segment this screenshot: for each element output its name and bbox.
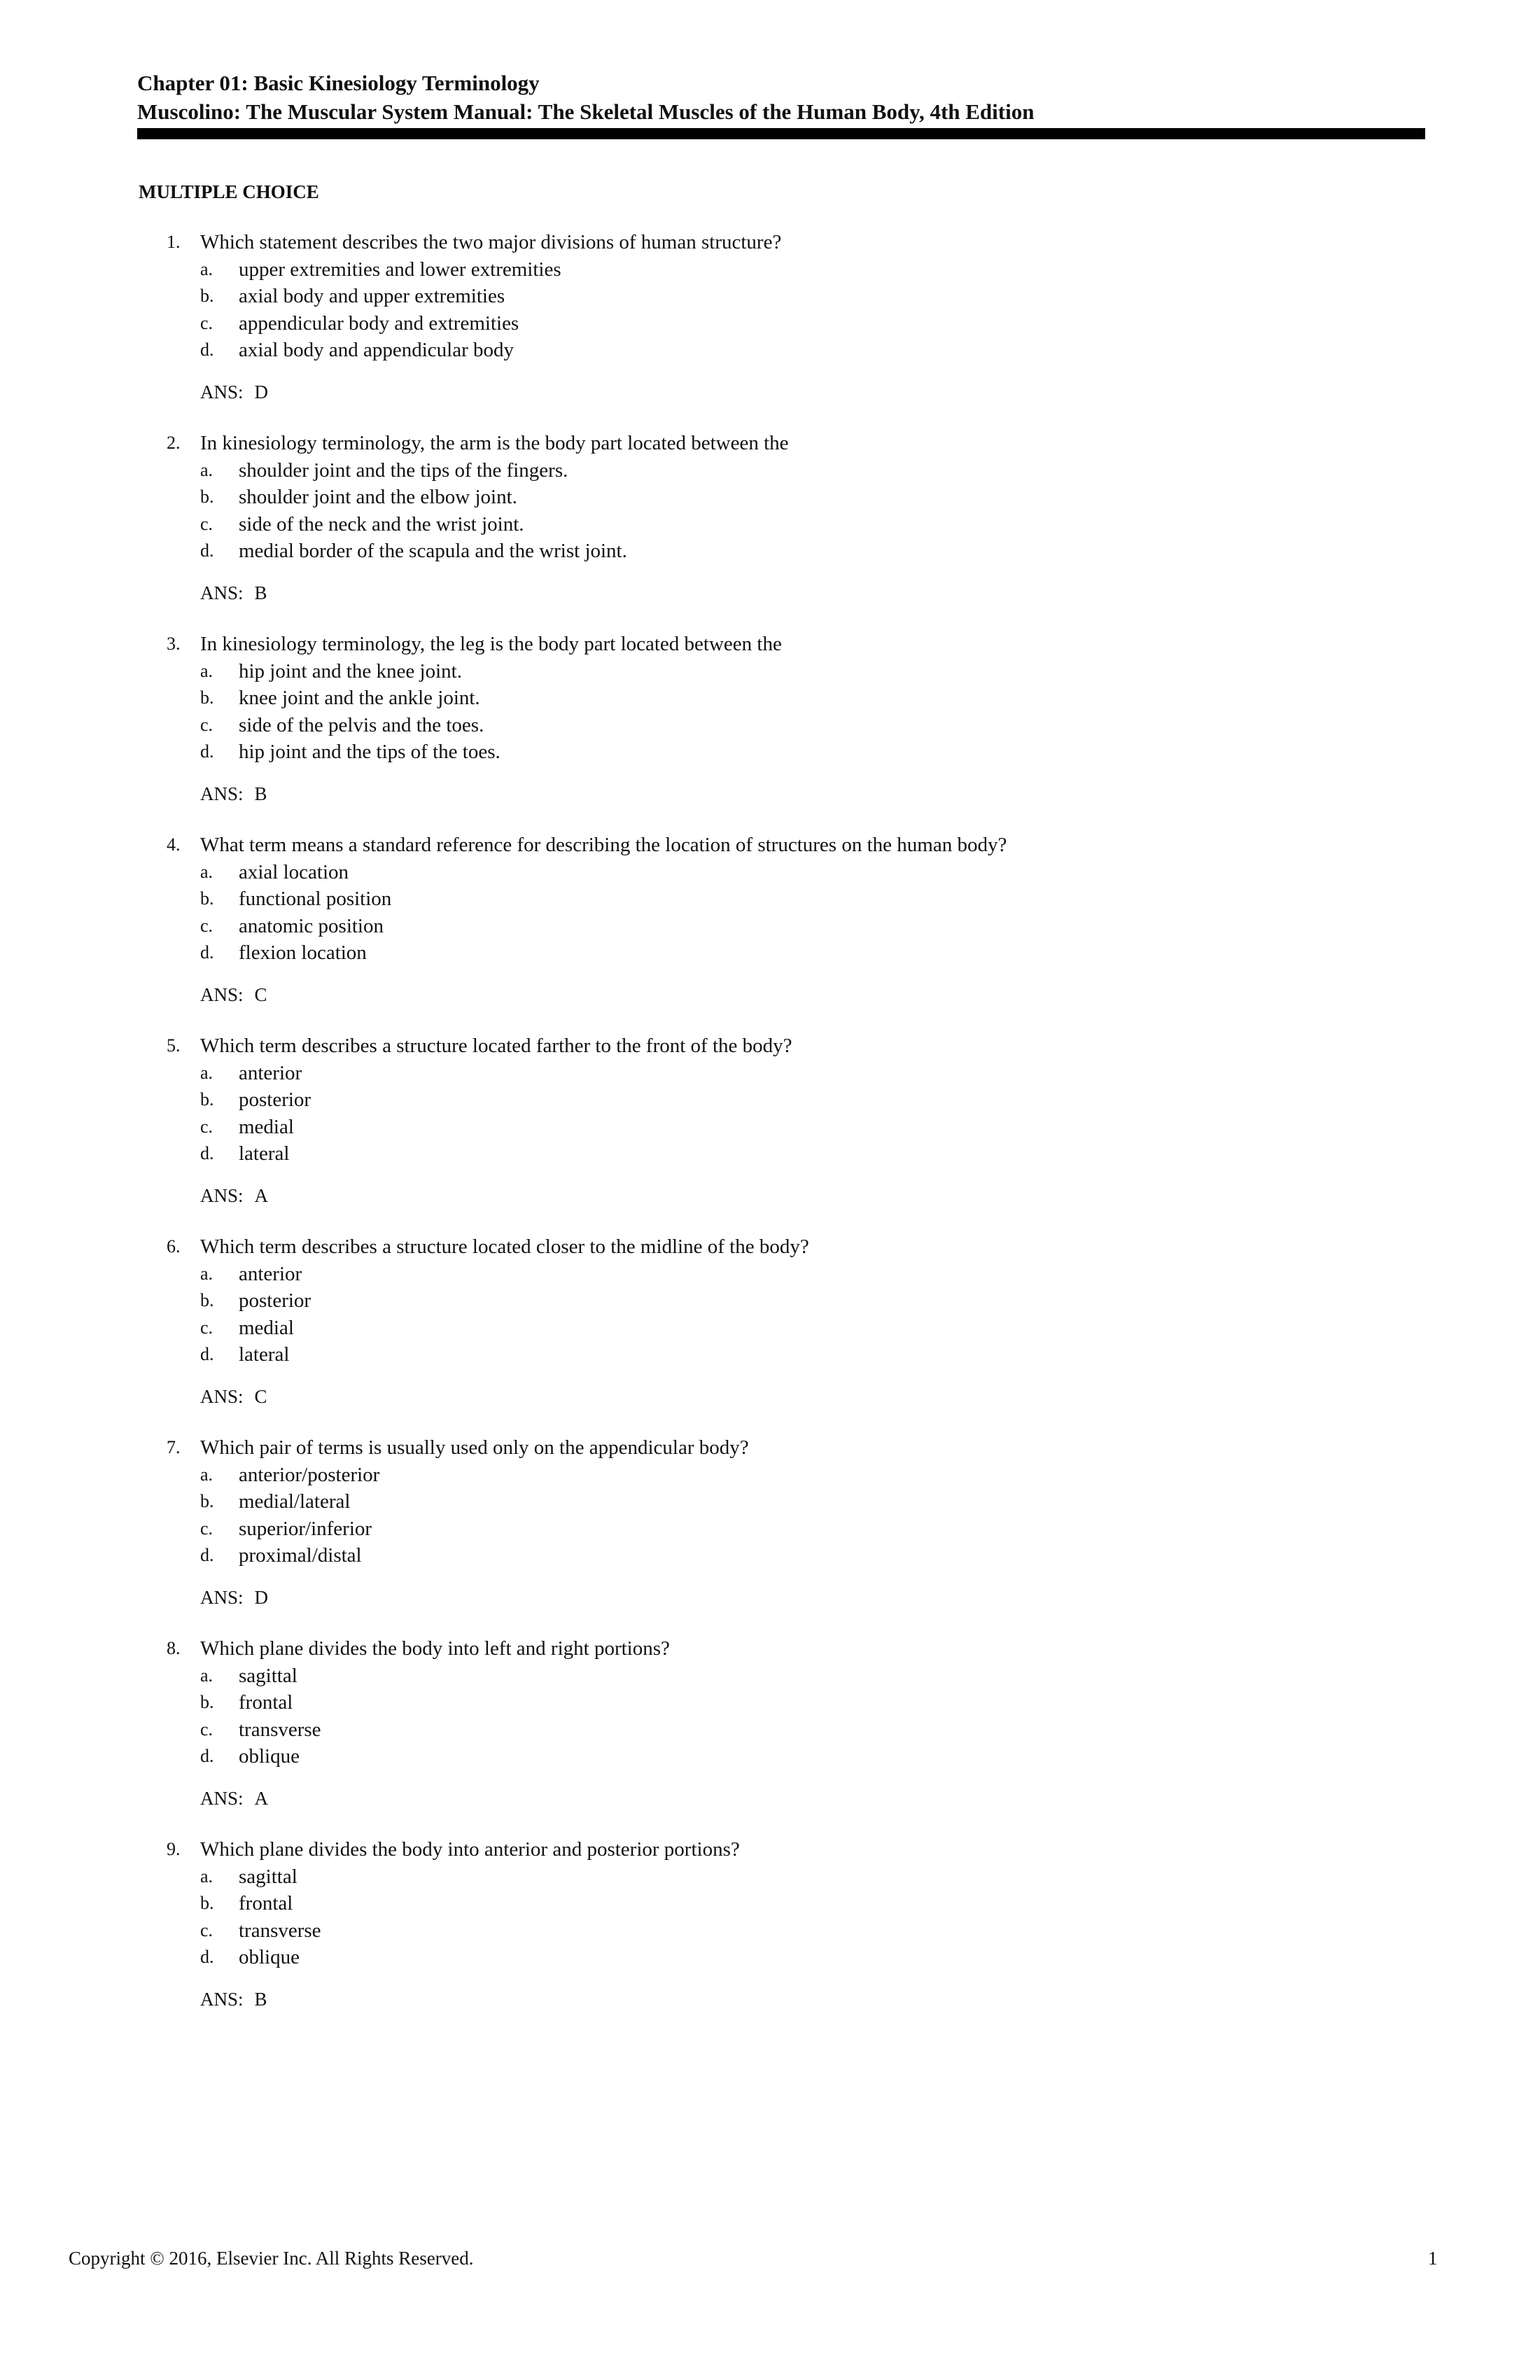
- option-item: [0, 1743, 1540, 1770]
- option-text: lateral: [239, 1343, 290, 1366]
- option-item: [0, 1863, 1540, 1891]
- option-letter: b.: [200, 1893, 214, 1914]
- option-text: frontal: [239, 1892, 293, 1915]
- option-letter: a.: [200, 459, 214, 480]
- option-letter: d.: [200, 1344, 214, 1365]
- option-item: [0, 1462, 1540, 1489]
- option-letter: a.: [200, 1665, 214, 1686]
- option-item: [0, 1917, 1540, 1945]
- option-letter: c.: [200, 1317, 214, 1338]
- option-text: anterior/posterior: [239, 1463, 380, 1486]
- option-letter: a.: [200, 1062, 214, 1083]
- question-number: 5.: [167, 1035, 181, 1056]
- option-text: anatomic position: [239, 914, 384, 937]
- option-letter: a.: [200, 660, 214, 681]
- option-list: [0, 1662, 1540, 1770]
- answer-value: B: [254, 582, 267, 603]
- option-text: lateral: [239, 1142, 290, 1166]
- option-item: [0, 1114, 1540, 1141]
- option-item: [0, 658, 1540, 685]
- question-item: [0, 1635, 1540, 1836]
- option-text: oblique: [239, 1745, 300, 1768]
- option-item: [0, 685, 1540, 712]
- option-letter: b.: [200, 1692, 214, 1713]
- option-letter: a.: [200, 861, 214, 882]
- option-text: appendicular body and extremities: [239, 312, 519, 335]
- question-number: 1.: [167, 232, 181, 252]
- option-text: posterior: [239, 1289, 312, 1312]
- chapter-title: Chapter 01: Basic Kinesiology Terminology: [137, 71, 540, 95]
- question-stem: Which pair of terms is usually used only on the appendicular body?: [200, 1436, 749, 1459]
- option-text: superior/inferior: [239, 1517, 372, 1540]
- option-item: [0, 1716, 1540, 1744]
- option-text: posterior: [239, 1088, 312, 1112]
- answer-label: ANS:: [200, 582, 244, 603]
- book-title: Muscolino: The Muscular System Manual: The Skeletal Muscles of the Human Body, 4th Edition: [137, 99, 1035, 124]
- answer-line: [200, 1383, 267, 1410]
- option-letter: c.: [200, 714, 214, 735]
- option-letter: d.: [200, 1947, 214, 1968]
- option-item: [0, 886, 1540, 913]
- answer-line: [200, 780, 267, 807]
- option-letter: b.: [200, 1491, 214, 1512]
- option-item: [0, 913, 1540, 940]
- option-item: [0, 310, 1540, 337]
- question-item: [0, 1434, 1540, 1635]
- option-text: medial border of the scapula and the wrist joint.: [239, 540, 627, 563]
- option-item: [0, 256, 1540, 284]
- option-item: [0, 712, 1540, 739]
- option-letter: b.: [200, 1089, 214, 1110]
- question-number: 7.: [167, 1437, 181, 1457]
- option-text: shoulder joint and the elbow joint.: [239, 486, 517, 509]
- option-letter: b.: [200, 1290, 214, 1311]
- answer-label: ANS:: [200, 1185, 244, 1206]
- question-stem: Which statement describes the two major divisions of human structure?: [200, 231, 782, 253]
- answer-label: ANS:: [200, 1788, 244, 1809]
- option-text: side of the neck and the wrist joint.: [239, 512, 524, 536]
- option-item: [0, 859, 1540, 886]
- question-stem: In kinesiology terminology, the arm is the body part located between the: [200, 432, 789, 454]
- option-item: [0, 1944, 1540, 1971]
- question-item: [0, 229, 1540, 430]
- question-number: 4.: [167, 834, 181, 855]
- option-item: [0, 1261, 1540, 1288]
- option-list: [0, 658, 1540, 766]
- option-text: anterior: [239, 1061, 302, 1084]
- option-letter: b.: [200, 687, 214, 708]
- answer-label: ANS:: [200, 783, 244, 804]
- option-text: axial body and upper extremities: [239, 285, 505, 308]
- question-stem: Which plane divides the body into left and right portions?: [200, 1637, 670, 1660]
- option-text: flexion location: [239, 941, 367, 965]
- copyright-notice: Copyright © 2016, Elsevier Inc. All Rights Reserved.: [69, 2248, 474, 2269]
- option-item: [0, 1542, 1540, 1569]
- option-list: [0, 1462, 1540, 1569]
- option-text: medial: [239, 1115, 294, 1138]
- answer-value: A: [254, 1185, 269, 1206]
- answer-label: ANS:: [200, 1989, 244, 2010]
- option-letter: c.: [200, 1718, 214, 1740]
- option-letter: b.: [200, 888, 214, 909]
- question-number: 8.: [167, 1638, 181, 1658]
- question-list: [0, 229, 1540, 2037]
- question-item: [0, 1032, 1540, 1233]
- answer-value: B: [254, 783, 267, 804]
- option-text: functional position: [239, 888, 392, 911]
- option-list: [0, 1863, 1540, 1971]
- answer-value: D: [254, 1587, 269, 1608]
- option-item: [0, 1341, 1540, 1368]
- option-text: hip joint and the knee joint.: [239, 659, 462, 682]
- answer-value: D: [254, 382, 269, 402]
- option-letter: c.: [200, 1518, 214, 1539]
- option-text: oblique: [239, 1946, 300, 1969]
- question-item: [0, 430, 1540, 631]
- question-item: [0, 832, 1540, 1032]
- option-item: [0, 484, 1540, 511]
- option-item: [0, 457, 1540, 484]
- option-letter: a.: [200, 1865, 214, 1886]
- option-text: transverse: [239, 1718, 321, 1741]
- option-text: medial: [239, 1316, 294, 1339]
- option-text: sagittal: [239, 1865, 298, 1888]
- option-letter: d.: [200, 942, 214, 963]
- question-stem: Which plane divides the body into anterior and posterior portions?: [200, 1838, 740, 1861]
- option-text: medial/lateral: [239, 1490, 351, 1513]
- option-item: [0, 1488, 1540, 1516]
- answer-line: [200, 379, 268, 405]
- option-text: hip joint and the tips of the toes.: [239, 741, 500, 764]
- option-text: upper extremities and lower extremities: [239, 258, 561, 281]
- option-item: [0, 1662, 1540, 1690]
- option-list: [0, 457, 1540, 565]
- option-letter: d.: [200, 540, 214, 561]
- question-number: 2.: [167, 433, 181, 453]
- question-stem: Which term describes a structure located farther to the front of the body?: [200, 1035, 792, 1057]
- option-text: frontal: [239, 1691, 293, 1714]
- page-header: [137, 69, 1422, 126]
- answer-line: [200, 981, 267, 1008]
- answer-line: [200, 1785, 268, 1812]
- answer-line: [200, 1584, 268, 1611]
- question-number: 9.: [167, 1839, 181, 1859]
- answer-line: [200, 1182, 268, 1209]
- option-letter: d.: [200, 1143, 214, 1164]
- option-item: [0, 538, 1540, 565]
- option-letter: a.: [200, 1464, 214, 1485]
- option-text: shoulder joint and the tips of the fingers.: [239, 458, 568, 482]
- question-item: [0, 631, 1540, 832]
- option-item: [0, 1086, 1540, 1114]
- answer-line: [200, 580, 267, 606]
- answer-value: B: [254, 1989, 267, 2010]
- answer-value: C: [254, 1386, 267, 1407]
- option-text: anterior: [239, 1262, 302, 1285]
- option-item: [0, 337, 1540, 364]
- option-letter: d.: [200, 741, 214, 762]
- option-item: [0, 511, 1540, 538]
- option-list: [0, 1060, 1540, 1168]
- option-letter: d.: [200, 1746, 214, 1767]
- option-item: [0, 1287, 1540, 1315]
- question-item: [0, 1836, 1540, 2037]
- option-letter: a.: [200, 1263, 214, 1284]
- option-text: side of the pelvis and the toes.: [239, 713, 484, 736]
- answer-label: ANS:: [200, 984, 244, 1005]
- option-list: [0, 1261, 1540, 1368]
- answer-label: ANS:: [200, 1587, 244, 1608]
- section-heading: MULTIPLE CHOICE: [139, 181, 319, 202]
- option-letter: a.: [200, 258, 214, 279]
- option-text: axial body and appendicular body: [239, 339, 514, 362]
- question-stem: Which term describes a structure located closer to the midline of the body?: [200, 1236, 809, 1258]
- question-number: 6.: [167, 1236, 181, 1256]
- option-text: sagittal: [239, 1664, 298, 1687]
- option-letter: c.: [200, 1116, 214, 1137]
- option-letter: c.: [200, 915, 214, 936]
- option-item: [0, 1140, 1540, 1168]
- option-item: [0, 1890, 1540, 1917]
- answer-label: ANS:: [200, 1386, 244, 1407]
- option-letter: c.: [200, 312, 214, 333]
- page-number: 1: [1428, 2248, 1438, 2269]
- option-text: axial location: [239, 860, 349, 883]
- option-item: [0, 1315, 1540, 1342]
- answer-value: A: [254, 1788, 269, 1809]
- option-list: [0, 256, 1540, 364]
- answer-label: ANS:: [200, 382, 244, 402]
- option-list: [0, 859, 1540, 967]
- option-item: [0, 1060, 1540, 1087]
- question-stem: In kinesiology terminology, the leg is the body part located between the: [200, 633, 782, 655]
- option-letter: c.: [200, 1919, 214, 1940]
- option-letter: d.: [200, 340, 214, 360]
- option-item: [0, 939, 1540, 967]
- question-number: 3.: [167, 634, 181, 654]
- option-item: [0, 283, 1540, 310]
- option-item: [0, 1689, 1540, 1716]
- answer-value: C: [254, 984, 267, 1005]
- answer-line: [200, 1986, 267, 2012]
- question-stem: What term means a standard reference for describing the location of structures on the human body?: [200, 834, 1007, 856]
- option-item: [0, 738, 1540, 766]
- option-text: knee joint and the ankle joint.: [239, 687, 480, 710]
- option-text: transverse: [239, 1919, 321, 1942]
- option-text: proximal/distal: [239, 1544, 362, 1567]
- option-letter: b.: [200, 486, 214, 507]
- option-letter: d.: [200, 1545, 214, 1566]
- option-item: [0, 1516, 1540, 1543]
- option-letter: b.: [200, 286, 214, 307]
- question-item: [0, 1233, 1540, 1434]
- header-rule: [137, 128, 1425, 139]
- option-letter: c.: [200, 513, 214, 534]
